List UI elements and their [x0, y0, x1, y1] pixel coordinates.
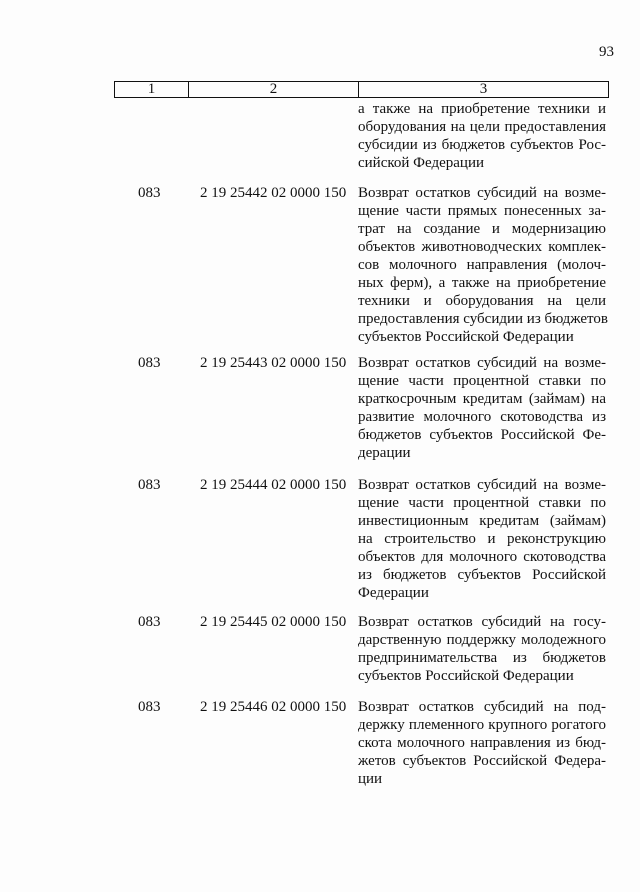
text-line: Возврат остатков субсидий на под- — [358, 699, 606, 715]
text-line: дерации — [358, 445, 411, 461]
text-line: бюджетов субъектов Российской Фе- — [358, 427, 606, 443]
text-line: объектов для молочного скотоводства — [358, 549, 606, 565]
text-line: щение части процентной ставки по — [358, 495, 606, 511]
text-line: техники и оборудования на цели — [358, 293, 606, 309]
row-description — [358, 698, 606, 788]
admin-code: 083 — [138, 355, 161, 371]
text-line: Возврат остатков субсидий на возме- — [358, 355, 606, 371]
text-line: предпринимательства из бюджетов — [358, 650, 606, 666]
row-description — [358, 476, 606, 602]
text-line: объектов животноводческих комплек- — [358, 239, 606, 255]
text-line: Возврат остатков субсидий на госу- — [358, 614, 606, 630]
text-line: краткосрочным кредитам (займам) на — [358, 391, 606, 407]
admin-code: 083 — [138, 699, 161, 715]
admin-code: 083 — [138, 477, 161, 493]
text-line: на строительство и реконструкцию — [358, 531, 606, 547]
text-line: ции — [358, 771, 383, 787]
header-col-3: 3 — [479, 81, 488, 97]
budget-code: 2 19 25444 02 0000 150 — [200, 477, 347, 493]
text-line: Федерации — [358, 585, 429, 601]
header-col-2: 2 — [189, 82, 359, 97]
budget-code: 2 19 25446 02 0000 150 — [200, 699, 347, 715]
row-description — [358, 184, 606, 346]
budget-code: 2 19 25442 02 0000 150 — [200, 185, 347, 201]
text-line: скота молочного направления из бюд- — [358, 735, 606, 751]
text-line: сов молочного направления (молоч- — [358, 257, 606, 273]
text-line: развитие молочного скотоводства из — [358, 409, 606, 425]
text-line: из бюджетов субъектов Российской — [358, 567, 606, 583]
text-line: трат на создание и модернизацию — [358, 221, 606, 237]
page-number: 93 — [599, 44, 614, 60]
text-line: жетов субъектов Российской Федера- — [358, 753, 606, 769]
text-line: Возврат остатков субсидий на возме- — [358, 185, 606, 201]
text-line: инвестиционным кредитам (займам) — [358, 513, 606, 529]
text-line: субъектов Российской Федерации — [358, 329, 574, 345]
admin-code: 083 — [138, 185, 161, 201]
row-description — [358, 613, 606, 685]
continuation-text — [358, 100, 606, 172]
text-line: щение части процентной ставки по — [358, 373, 606, 389]
text-line: а также на приобретение техники и — [358, 101, 606, 117]
text-line: сийской Федерации — [358, 155, 485, 171]
text-line: Возврат остатков субсидий на возме- — [358, 477, 606, 493]
text-line: щение части прямых понесенных за- — [358, 203, 606, 219]
text-line: ных ферм), а также на приобретение — [358, 275, 606, 291]
text-line: дарственную поддержку молодежного — [358, 632, 606, 648]
admin-code: 083 — [138, 614, 161, 630]
budget-code: 2 19 25445 02 0000 150 — [200, 614, 347, 630]
header-col-1: 1 — [115, 82, 189, 97]
text-line: предоставления субсидии из бюджетов — [358, 311, 608, 327]
text-line: держку племенного крупного рогатого — [358, 717, 606, 733]
text-line: оборудования на цели предоставления — [358, 119, 606, 135]
row-description — [358, 354, 606, 462]
text-line: субъектов Российской Федерации — [358, 668, 574, 684]
text-line: субсидии из бюджетов субъектов Рос- — [358, 137, 606, 153]
budget-code: 2 19 25443 02 0000 150 — [200, 355, 347, 371]
table-header — [114, 81, 609, 98]
